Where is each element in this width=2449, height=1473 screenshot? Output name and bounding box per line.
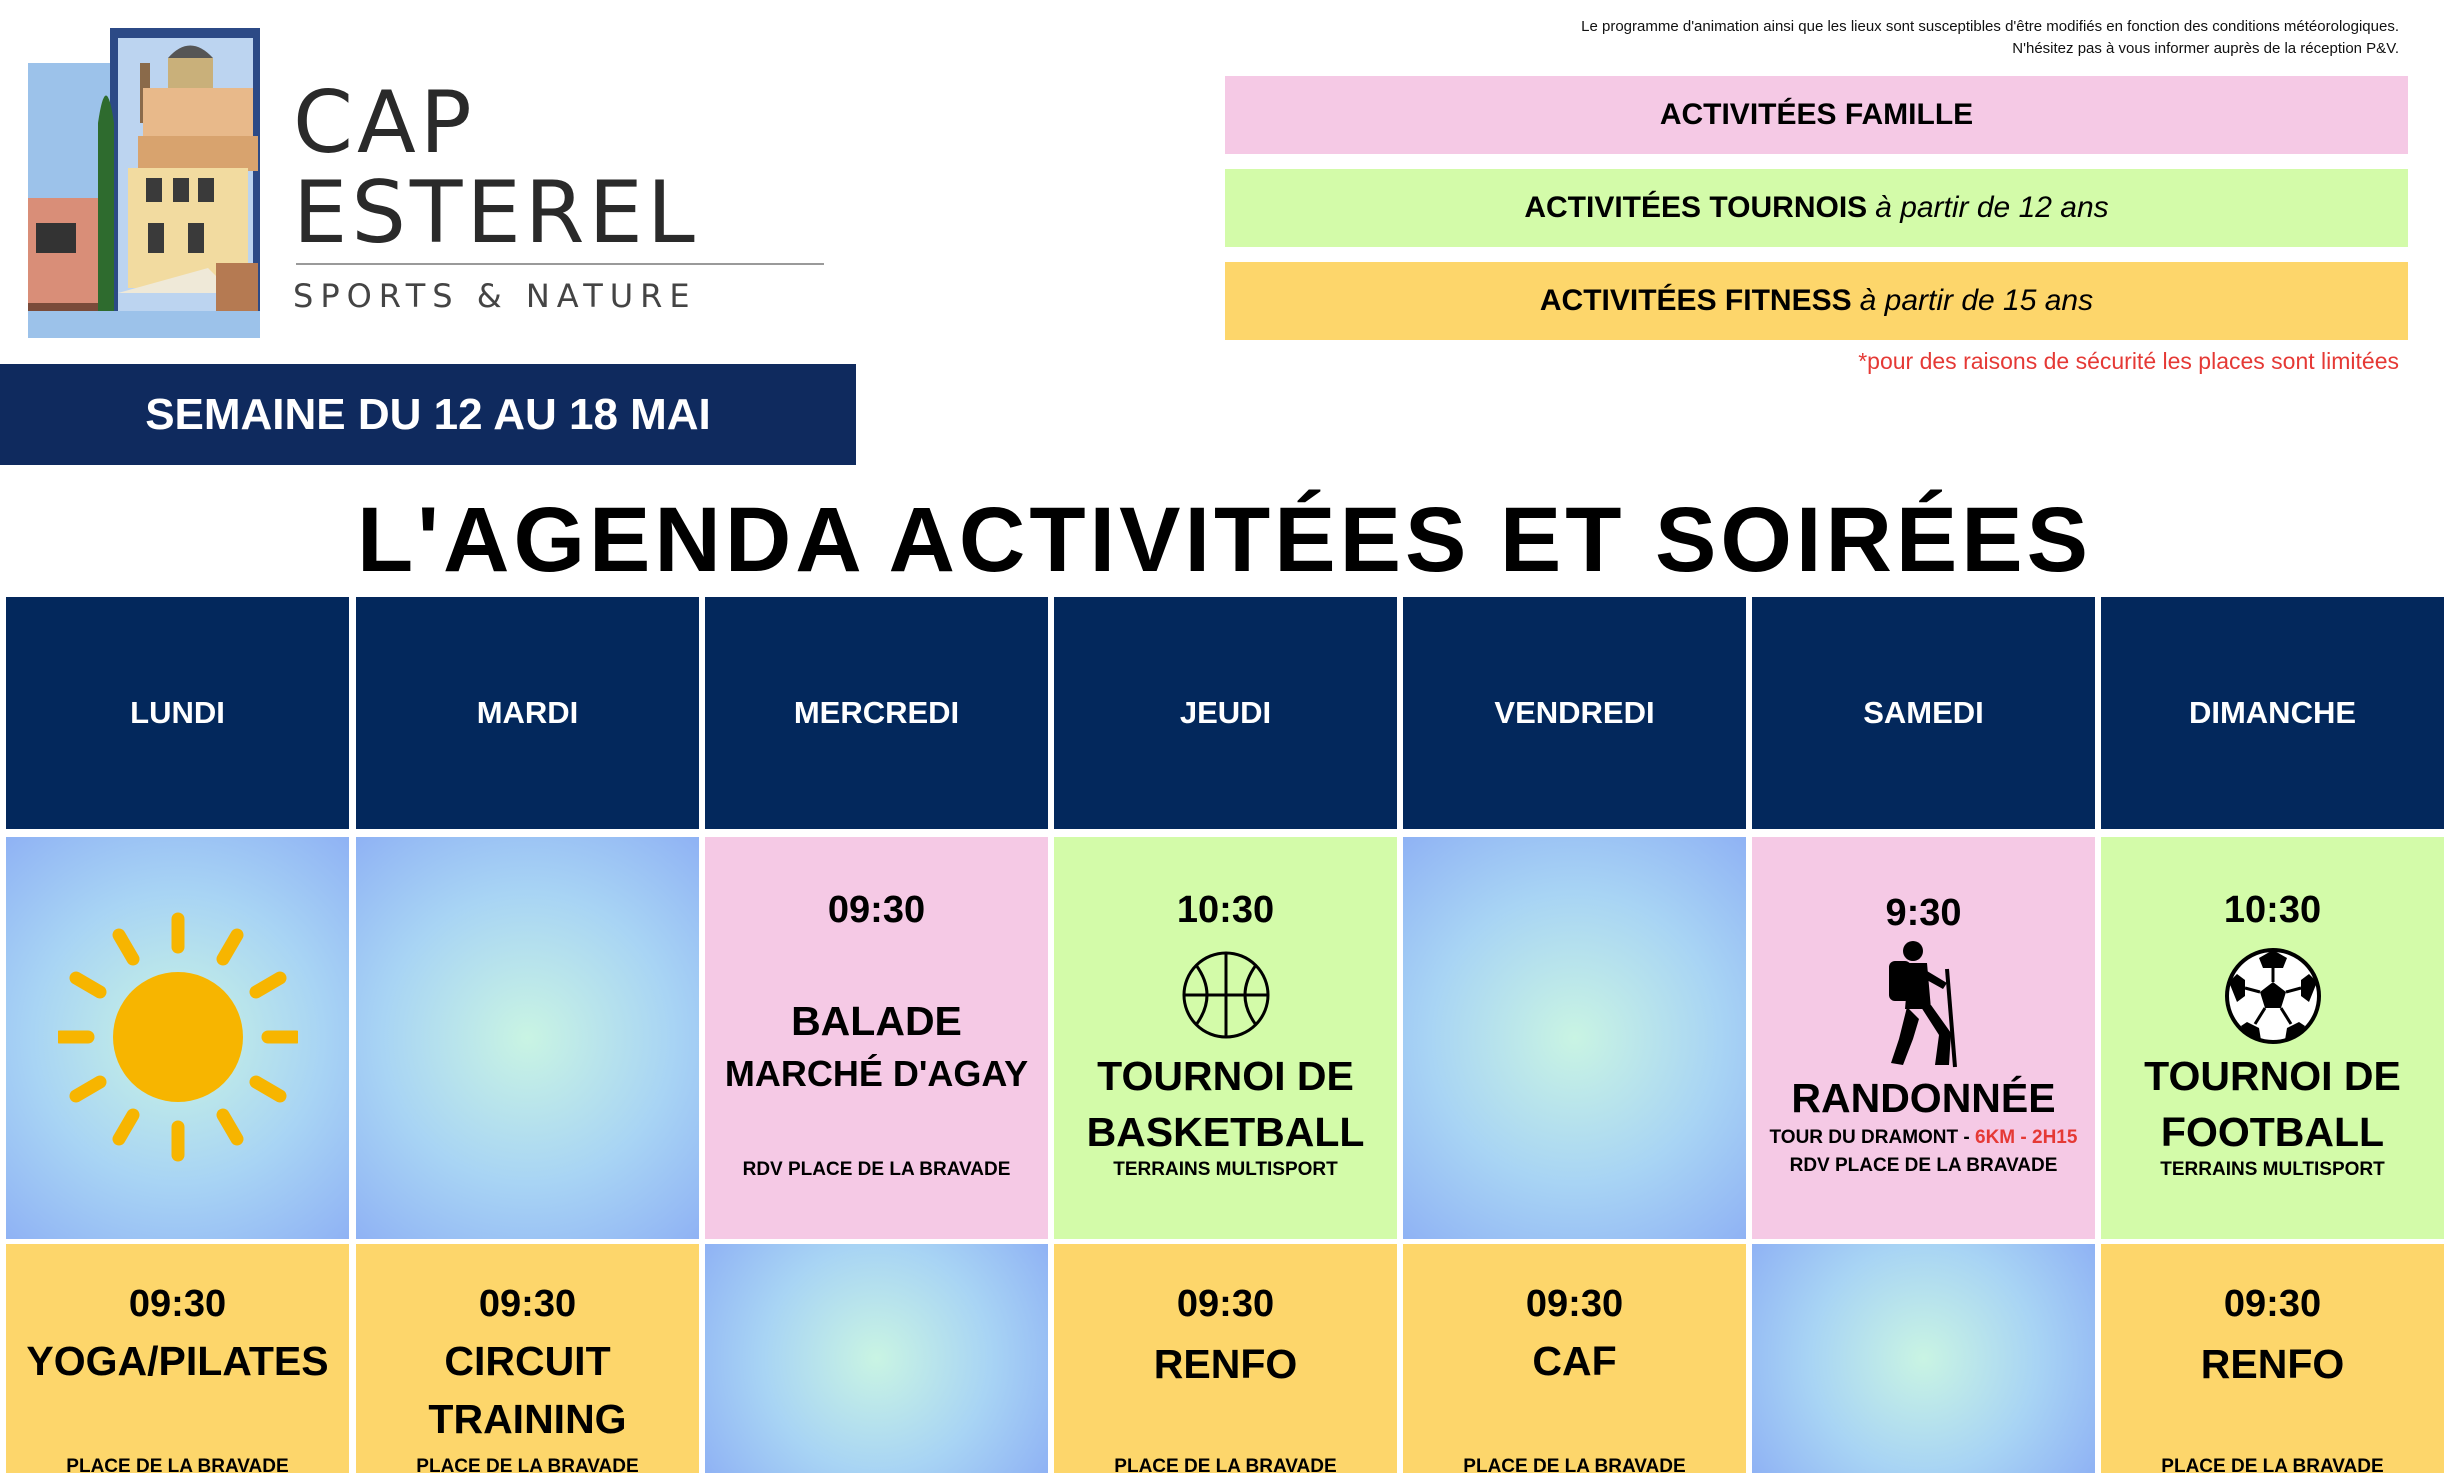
- cell-jeudi-fitness: [1054, 1244, 1397, 1473]
- cell-mardi-morning: [356, 837, 699, 1239]
- activity-place: TERRAINS MULTISPORT: [1113, 1159, 1338, 1180]
- activity-place: PLACE DE LA BRAVADE: [416, 1456, 639, 1473]
- activity-title: TOURNOI DE: [2144, 1053, 2401, 1099]
- activity-detail: [1752, 1127, 2095, 1149]
- cell-mercredi-morning: [705, 837, 1048, 1239]
- legend-fitness-note: à partir de 15 ans: [1859, 284, 2094, 317]
- legend-tournois: [1225, 169, 2408, 247]
- notice-line-2: N'hésitez pas à vous informer auprès de la réception P&V.: [2012, 40, 2399, 57]
- page-title: L'AGENDA ACTIVITÉES ET SOIRÉES: [356, 489, 2093, 591]
- logo-esterel-text: ESTEREL: [293, 163, 699, 263]
- activity-title: RENFO: [2200, 1341, 2345, 1387]
- legend-famille: [1225, 76, 2408, 154]
- cell-jeudi-morning: [1054, 837, 1397, 1239]
- day-header-lundi: LUNDI: [6, 597, 349, 829]
- cell-samedi-fitness: [1752, 1244, 2095, 1473]
- activity-subtitle: MARCHÉ D'AGAY: [724, 1053, 1029, 1094]
- activity-place: PLACE DE LA BRAVADE: [1114, 1456, 1337, 1473]
- cell-lundi-morning: [6, 837, 349, 1239]
- activity-title: CIRCUIT: [444, 1338, 611, 1384]
- activity-title: RANDONNÉE: [1791, 1075, 2056, 1121]
- legend-fitness: [1225, 262, 2408, 340]
- activity-time: 09:30: [2223, 1283, 2322, 1325]
- day-header-dimanche: DIMANCHE: [2101, 597, 2444, 829]
- cell-lundi-fitness: [6, 1244, 349, 1473]
- cell-mardi-fitness: [356, 1244, 699, 1473]
- detail-route: TOUR DU DRAMONT -: [1769, 1127, 1976, 1148]
- hiker-icon: [1869, 939, 1979, 1069]
- cell-vendredi-fitness: [1403, 1244, 1746, 1473]
- cell-samedi-morning: [1752, 837, 2095, 1239]
- activity-title: YOGA/PILATES: [26, 1338, 329, 1384]
- activity-time: 10:30: [1176, 889, 1275, 931]
- basketball-icon: [1180, 949, 1272, 1041]
- activity-subtitle: FOOTBALL: [2160, 1109, 2385, 1155]
- week-banner: SEMAINE DU 12 AU 18 MAI: [0, 364, 856, 465]
- day-header-mercredi: MERCREDI: [705, 597, 1048, 829]
- activity-place: TERRAINS MULTISPORT: [2160, 1159, 2385, 1180]
- cell-mercredi-fitness: [705, 1244, 1048, 1473]
- village-illustration: [28, 28, 278, 338]
- legend-tournois-label: ACTIVITÉES TOURNOIS: [1524, 191, 1868, 224]
- activity-time: 09:30: [1176, 1283, 1275, 1325]
- logo-cap-text: CAP: [293, 73, 476, 173]
- activity-place: RDV PLACE DE LA BRAVADE: [1789, 1155, 2058, 1176]
- legend-tournois-note: à partir de 12 ans: [1875, 191, 2109, 224]
- day-header-jeudi: JEUDI: [1054, 597, 1397, 829]
- activity-title: CAF: [1532, 1338, 1617, 1384]
- activity-time: 9:30: [1885, 892, 1962, 934]
- legend-fitness-label: ACTIVITÉES FITNESS: [1539, 284, 1852, 317]
- activity-place: RDV PLACE DE LA BRAVADE: [742, 1159, 1011, 1180]
- cell-vendredi-morning: [1403, 837, 1746, 1239]
- detail-distance: 6KM - 2H15: [1975, 1127, 2078, 1148]
- day-header-samedi: SAMEDI: [1752, 597, 2095, 829]
- activity-time: 09:30: [827, 889, 926, 931]
- cap-esterel-logo: [28, 28, 828, 338]
- activity-title: RENFO: [1153, 1341, 1298, 1387]
- day-header-vendredi: VENDREDI: [1403, 597, 1746, 829]
- day-header-mardi: MARDI: [356, 597, 699, 829]
- logo-tagline: SPORTS & NATURE: [293, 277, 697, 315]
- activity-time: 10:30: [2223, 889, 2322, 931]
- cell-dimanche-fitness: [2101, 1244, 2444, 1473]
- cell-dimanche-morning: [2101, 837, 2444, 1239]
- weather-notice: [1299, 16, 2399, 60]
- activity-time: 09:30: [1525, 1283, 1624, 1325]
- activity-title: TOURNOI DE: [1097, 1053, 1354, 1099]
- activity-time: 09:30: [128, 1283, 227, 1325]
- soccer-ball-icon: [2223, 946, 2323, 1046]
- activity-time: 09:30: [478, 1283, 577, 1325]
- activity-place: PLACE DE LA BRAVADE: [2161, 1456, 2384, 1473]
- legend-famille-label: ACTIVITÉES FAMILLE: [1659, 98, 1974, 131]
- notice-line-1: Le programme d'animation ainsi que les lieux sont susceptibles d'être modifiés en fonction des conditions météorologiques.: [1581, 18, 2399, 35]
- activity-place: PLACE DE LA BRAVADE: [66, 1456, 289, 1473]
- activity-place: PLACE DE LA BRAVADE: [1463, 1456, 1686, 1473]
- activity-subtitle: BASKETBALL: [1086, 1109, 1365, 1155]
- logo-divider: [296, 263, 824, 265]
- safety-note: *pour des raisons de sécurité les places sont limitées: [1858, 348, 2399, 374]
- sun-icon: [58, 907, 298, 1167]
- activity-title: BALADE: [791, 998, 962, 1044]
- activity-subtitle: TRAINING: [428, 1396, 627, 1442]
